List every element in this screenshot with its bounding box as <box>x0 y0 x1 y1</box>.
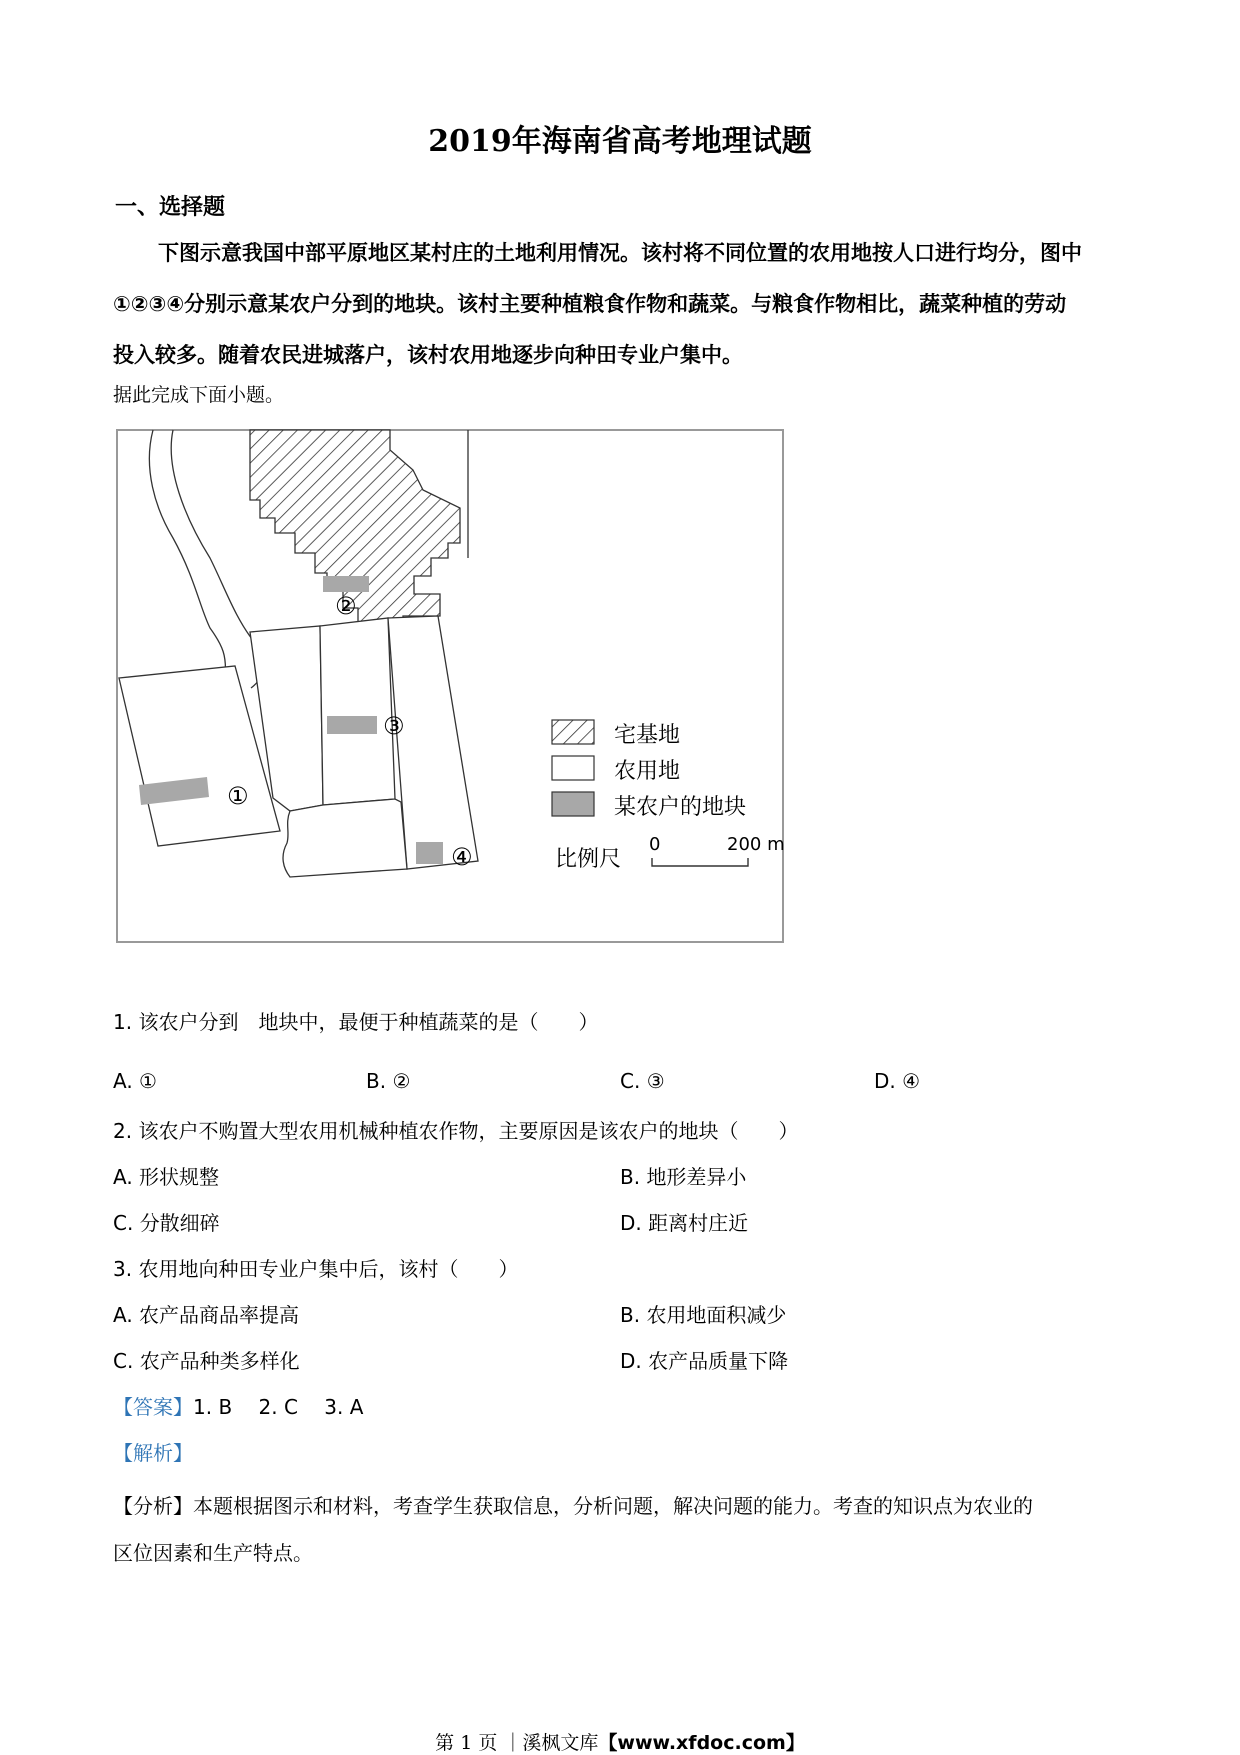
analysis-line-1 <box>113 1483 1133 1530</box>
answer-value: 1. B 2. C 3. A <box>193 1395 364 1419</box>
page-footer <box>0 1728 1240 1755</box>
question-2 <box>113 1115 798 1144</box>
page-title: 2019年海南省高考地理试题 <box>428 124 812 159</box>
legend-farmland-label: 农用地 <box>614 759 681 784</box>
analysis-text-1: 本题根据图示和材料，考查学生获取信息，分析问题，解决问题的能力。考查的知识点为农业的 <box>193 1494 1033 1518</box>
legend-plot-label: 某农户的地块 <box>614 795 747 820</box>
q1-option-c[interactable] <box>620 1069 665 1093</box>
q2-option-a[interactable] <box>113 1161 219 1190</box>
option-letter: C. <box>113 1349 134 1373</box>
option-text: 农产品质量下降 <box>648 1349 789 1373</box>
option-letter: D. <box>620 1211 642 1235</box>
plot-1-label: ① <box>227 782 249 810</box>
option-letter: B. <box>620 1165 641 1189</box>
option-letter: C. <box>113 1211 134 1235</box>
q2-option-d[interactable] <box>620 1207 748 1236</box>
option-letter: A. <box>113 1165 133 1189</box>
analysis-paragraph <box>113 1483 1133 1577</box>
question-1 <box>113 1006 598 1035</box>
legend-plot-swatch <box>552 792 594 816</box>
option-text: ③ <box>646 1069 665 1093</box>
option-text: 分散细碎 <box>139 1211 220 1235</box>
footer-page: 第 1 页 ｜溪枫文库 <box>435 1732 599 1754</box>
option-text: 农产品种类多样化 <box>139 1349 300 1373</box>
option-letter: D. <box>620 1349 642 1373</box>
intro-paragraph <box>113 228 1133 381</box>
intro-line-3: 投入较多。随着农民进城落户，该村农用地逐步向种田专业户集中。 <box>113 343 743 367</box>
prompt-text: 据此完成下面小题。 <box>113 384 285 406</box>
question-1-number: 1. <box>113 1010 133 1034</box>
intro-line-1: 下图示意我国中部平原地区某村庄的土地利用情况。该村将不同位置的农用地按人口进行均分，图中 <box>158 241 1082 265</box>
option-text: ① <box>139 1069 157 1093</box>
option-text: 距离村庄近 <box>648 1211 749 1235</box>
q3-option-b[interactable] <box>620 1299 786 1328</box>
answer-line <box>113 1391 363 1420</box>
plot-2-label: ② <box>335 592 357 620</box>
option-text: 农产品商品率提高 <box>139 1303 300 1327</box>
option-letter: A. <box>113 1069 133 1093</box>
question-3-text: 农用地向种田专业户集中后，该村（ ） <box>138 1257 519 1281</box>
scale-title: 比例尺 <box>555 847 622 872</box>
option-text: 形状规整 <box>139 1165 220 1189</box>
q1-option-a[interactable] <box>113 1069 157 1093</box>
plot-4-marker <box>416 842 443 864</box>
q3-option-a[interactable] <box>113 1299 299 1328</box>
q2-option-b[interactable] <box>620 1161 746 1190</box>
legend-homestead-label: 宅基地 <box>614 723 681 748</box>
scale-zero: 0 <box>649 834 661 855</box>
section-heading: 一、选择题 <box>115 195 226 220</box>
plot-2-marker <box>323 576 369 592</box>
option-text: 农用地面积减少 <box>646 1303 787 1327</box>
field-bottom <box>283 799 407 877</box>
option-letter: B. <box>620 1303 641 1327</box>
analysis-line-2: 区位因素和生产特点。 <box>113 1541 313 1565</box>
plot-4-label: ④ <box>451 843 473 871</box>
legend-homestead-swatch <box>552 720 594 744</box>
answer-label: 【答案】 <box>113 1395 193 1419</box>
q3-option-d[interactable] <box>620 1345 788 1374</box>
question-1-text: 该农户分到 地块中，最便于种植蔬菜的是（ ） <box>138 1010 599 1034</box>
footer-site-link[interactable]: 【www.xfdoc.com】 <box>598 1732 805 1754</box>
plot-3-marker <box>327 716 377 734</box>
scale-end: 200 m <box>727 834 785 855</box>
question-3-number: 3. <box>113 1257 133 1281</box>
legend-farmland-swatch <box>552 756 594 780</box>
intro-line-2: ①②③④分别示意某农户分到的地块。该村主要种植粮食作物和蔬菜。与粮食作物相比，蔬菜种植的劳动 <box>113 292 1067 316</box>
q2-option-c[interactable] <box>113 1207 220 1236</box>
analysis-label: 【解析】 <box>113 1441 193 1465</box>
option-letter: A. <box>113 1303 133 1327</box>
question-2-number: 2. <box>113 1119 133 1143</box>
option-text: ② <box>392 1069 411 1093</box>
option-letter: B. <box>366 1069 387 1093</box>
plot-3-label: ③ <box>383 712 405 740</box>
land-use-map <box>115 428 785 944</box>
option-letter: C. <box>620 1069 641 1093</box>
option-text: 地形差异小 <box>646 1165 747 1189</box>
option-text: ④ <box>902 1069 921 1093</box>
analysis-label-inline: 【分析】 <box>113 1494 193 1518</box>
q1-option-d[interactable] <box>874 1069 920 1093</box>
question-3 <box>113 1253 518 1282</box>
option-letter: D. <box>874 1069 896 1093</box>
q3-option-c[interactable] <box>113 1345 300 1374</box>
question-2-text: 该农户不购置大型农用机械种植农作物，主要原因是该农户的地块（ ） <box>138 1119 799 1143</box>
q1-option-b[interactable] <box>366 1069 410 1093</box>
